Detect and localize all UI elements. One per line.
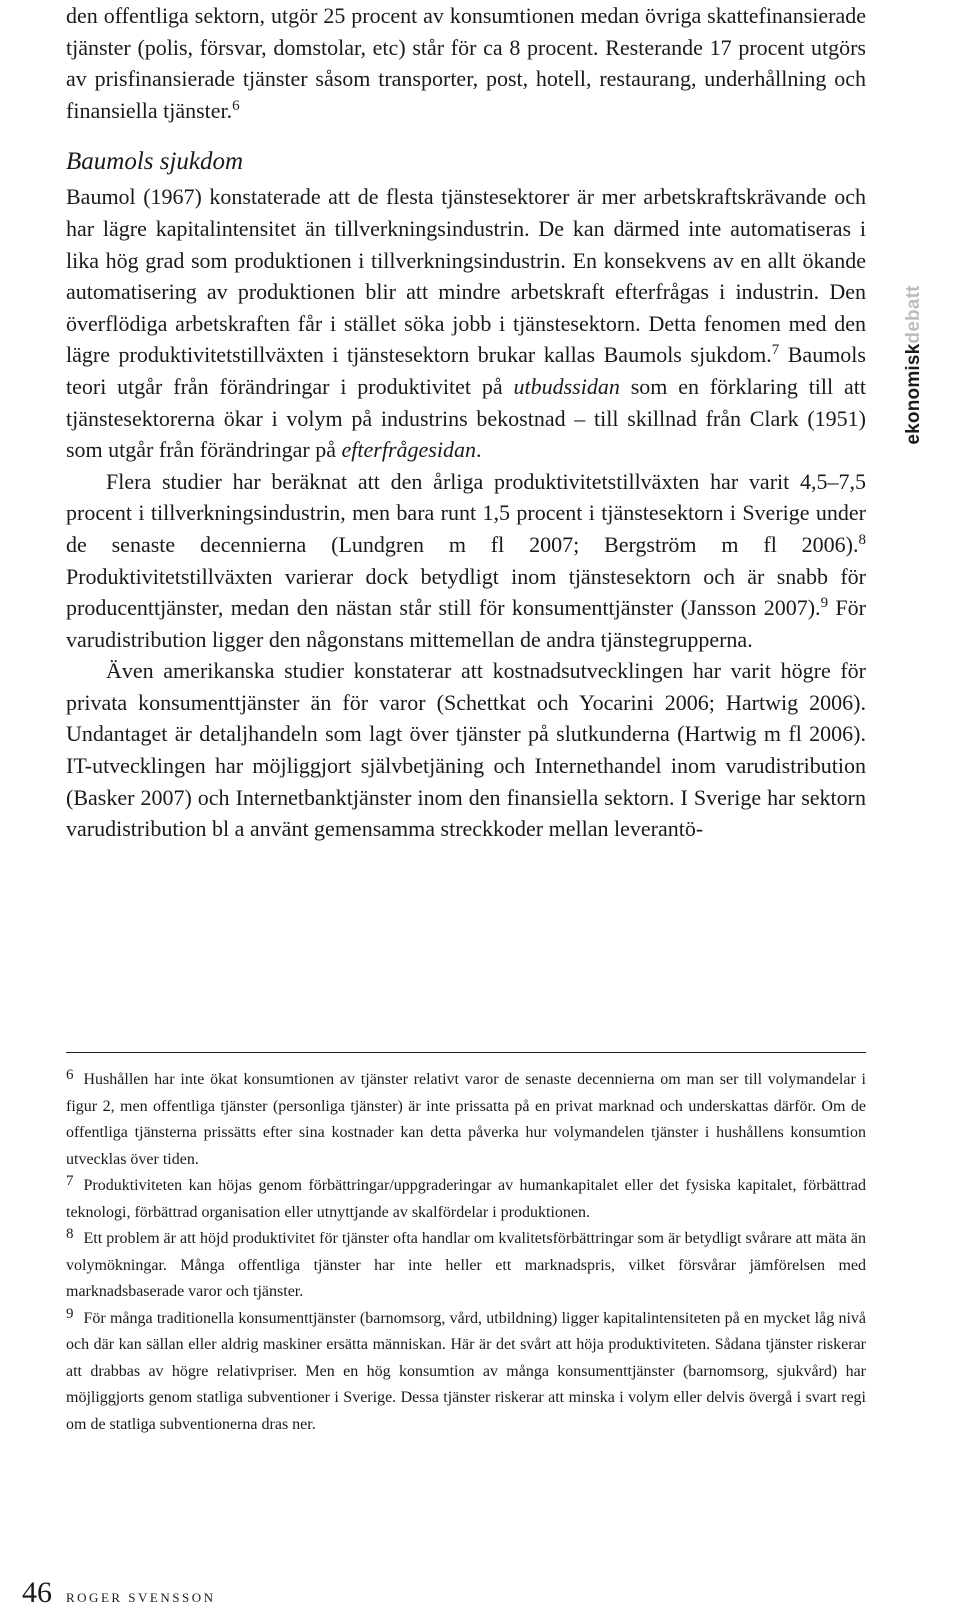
footnote-ref[interactable]: 6: [232, 97, 240, 114]
footnote-ref[interactable]: 8: [858, 531, 866, 548]
paragraph: Även amerikanska studier konstaterar att kostnadsutvecklingen har varit högre för privata konsumenttjänster än för varor (Schettkat och Yocarini 2006; Hartwig 2006). Undantaget är detaljhandeln som lagt över tjänster på slutkunderna (Hartwig m fl 2006). IT-utvecklingen har möjliggjort självbetjäning och Internethandel inom varudistribution (Basker 2007) och Internetbanktjänster inom den finansiella sektorn. I Sverige har sektorn varudistribution bl a använt gemensamma streckkoder mellan leverantö-: [66, 658, 866, 842]
footnote: 6 Hushållen har inte ökat konsumtionen av tjänster relativt varor de senaste decennierna om man ser till volymandelar i figur 2, men offentliga tjänster (personliga tjänster) är inte prissatta på en privat marknad och underskattas därför. Om de offentliga tjänsterna prissätts efter sina kostnader kan detta påverka hur volymandelen tjänster i hushållens konsumtion utvecklas över tiden.: [66, 1067, 866, 1168]
journal-label-light: debatt: [903, 285, 924, 344]
emphasis: efterfrågesidan: [341, 437, 476, 463]
footnote-number: 6: [66, 1067, 74, 1083]
section-heading: Baumols sjukdom: [66, 148, 244, 176]
footnotes: [66, 1052, 866, 1438]
footnote-ref[interactable]: 7: [771, 342, 780, 359]
emphasis: utbudssidan: [513, 373, 620, 399]
footnote: 7 Produktiviteten kan höjas genom förbättringar/uppgraderingar av humankapitalet eller det fysiska kapitalet, förbättrad teknologi, förbättrad organisation eller utnyttjande av skalfördelar i produktionen.: [66, 1173, 866, 1221]
main-text: [66, 0, 866, 845]
paragraph: Baumol (1967) konstaterade att de flesta tjänstesektorer är mer arbetskraftskrävande och har lägre kapitalintensitet än tillverkningsindustrin. De kan därmed inte automatiseras i lika hög grad som produktionen i tillverkningsindustrin. En konsekvens av en allt ökande automatisering av produktionen blir att mindre arbetskraft efterfrågas i industrin. Den överflödiga arbetskraften får i stället söka jobb i tjänstesektorn. Detta fenomen med den lägre produktivitetstillväxten i tjänstesektorn brukar kallas Baumols sjukdom.$^7$ Baumols teori utgår från förändringar i produktivitet på utbudssidan som en förklaring till att tjänstesektorerna ökar i volym på industrins bekostnad – till skillnad från Clark (1951) som utgår från förändringar på efterfrågesidan.: [66, 184, 866, 463]
paragraph: Flera studier har beräknat att den årliga produktivitetstillväxten har varit 4,5–7,5 procent i tillverkningsindustrin, men bara runt 1,5 procent i tjänstesektorn i Sverige under de senaste decennierna (Lundgren m fl 2007; Bergström m fl 2006).$^8$ Produktivitetstillväxten varierar dock betydligt inom tjänstesektorn och är snabb för producenttjänster, medan den nästan står still för konsumenttjänster (Jansson 2007).$^9$ För varudistribution ligger den någonstans mittemellan de andra tjänstegrupperna.: [66, 468, 866, 652]
footnote: 9 För många traditionella konsumenttjänster (barnomsorg, vård, utbildning) ligger kapitalintensiteten på en mycket låg nivå och där kan sällan eller aldrig maskiner ersätta människan. Här är det svårt att höja produktiviteten. Sådana tjänster riskerar att drabbas av högre relativpriser. Men en hög konsumtion av många konsumenttjänster (barnomsorg, sjukvård) har möjliggjorts genom statliga subventioner i Sverige. Dessa tjänster riskerar att minska i volym eller delvis övergå i svart regi om de statliga subventionerna dras ner.: [66, 1305, 866, 1433]
footnote: 8 Ett problem är att höjd produktivitet för tjänster ofta handlar om kvalitetsförbättringar som är betydligt svårare att mäta än volymökningar. Många offentliga tjänster har inte heller ett marknadspris, vilket försvårar jämförelsen med marknadsbaserade varor och tjänster.: [66, 1226, 866, 1300]
author-name: ROGER SVENSSON: [66, 1590, 216, 1605]
footnote-number: 7: [66, 1173, 74, 1189]
paragraph: den offentliga sektorn, utgör 25 procent av konsumtionen medan övriga skattefinansierade tjänster (polis, försvar, domstolar, etc) står för ca 8 procent. Resterande 17 procent utgörs av prisfinansierade tjänster såsom transporter, post, hotell, restaurang, underhållning och finansiella tjänster.$^6$: [66, 3, 866, 123]
footnote-number: 8: [66, 1226, 74, 1242]
page-number: 46: [22, 1576, 52, 1609]
footnote-ref[interactable]: 9: [820, 595, 829, 612]
journal-label-dark: ekonomisk: [903, 343, 924, 445]
footnote-number: 9: [66, 1305, 74, 1322]
journal-side-label: [902, 270, 926, 460]
